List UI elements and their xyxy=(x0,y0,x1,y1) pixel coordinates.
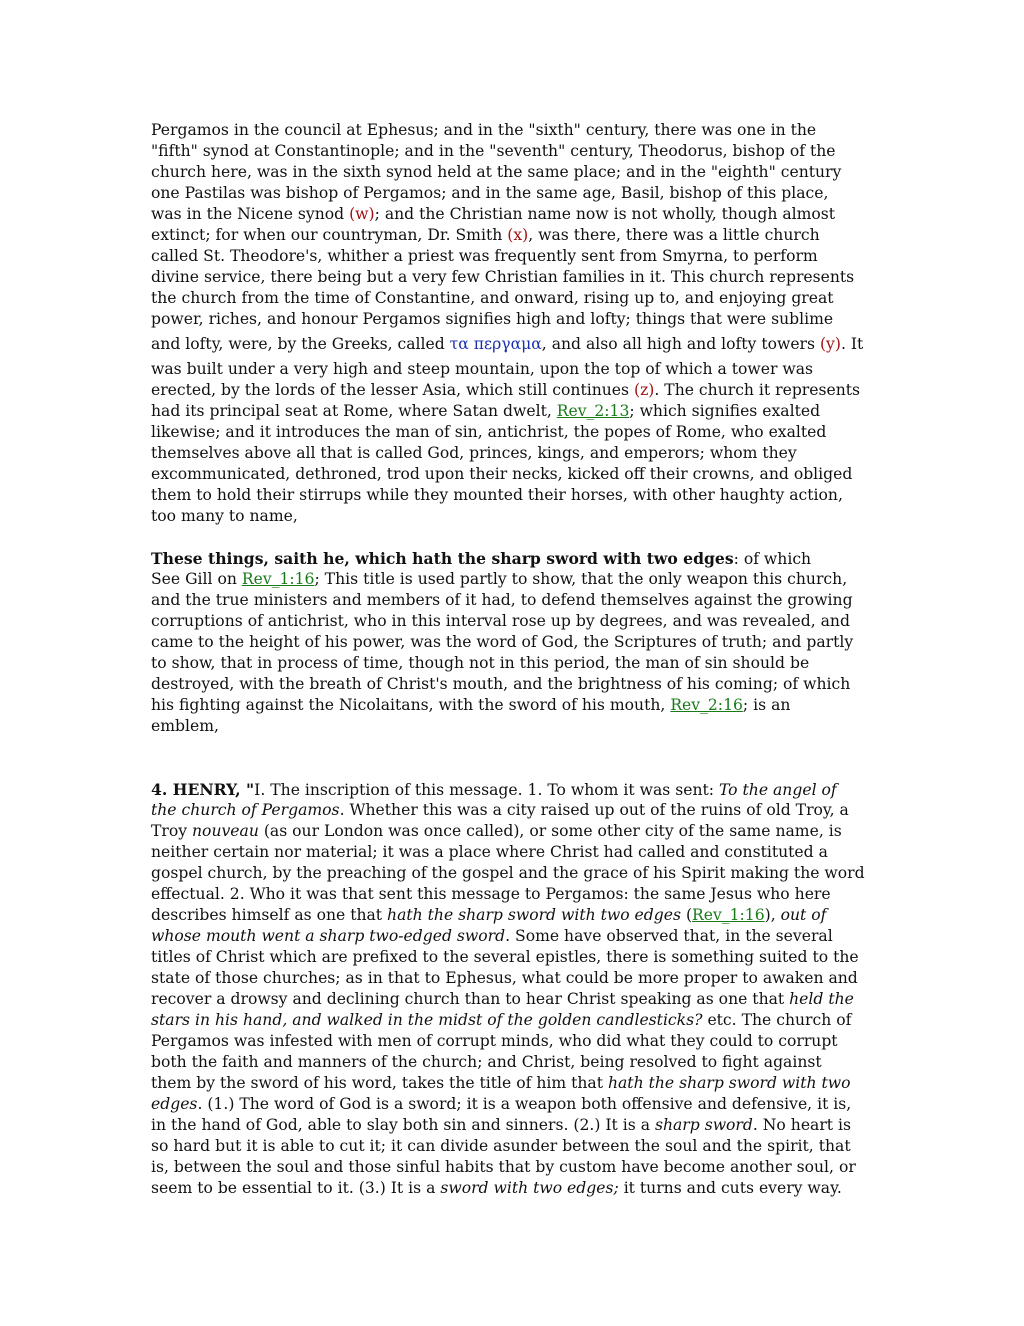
text-line: state of those churches; as in that to Ephesus, what could be more proper to awaken and xyxy=(151,969,858,987)
scripture-link-rev-1-16[interactable]: Rev_1:16 xyxy=(241,570,315,588)
text-line: gospel church, by the preaching of the gospel and the grace of his Spirit making the word xyxy=(151,864,865,882)
text-run: . (1.) The word of God is a sword; it is a weapon both offensive and defensive, it is, xyxy=(197,1095,852,1113)
text-run: . It xyxy=(840,335,864,353)
paragraph-pergamos-history xyxy=(151,120,873,527)
text-line: church here, was in the sixth synod held at the same place; and in the "eighth" century xyxy=(151,163,842,181)
text-run: extinct; for when our countryman, Dr. Smith xyxy=(151,226,508,244)
text-run: See Gill on xyxy=(151,570,242,588)
text-line xyxy=(151,800,873,821)
text-line: Pergamos was infested with men of corrupt minds, who did what they could to corrupt xyxy=(151,1032,838,1050)
text-run: ; is an xyxy=(742,696,791,714)
text-line xyxy=(151,569,873,590)
text-run: . No heart is xyxy=(752,1116,852,1134)
text-run: ; and the Christian name now is not wholly, though almost xyxy=(374,205,836,223)
text-run: describes himself as one that xyxy=(151,906,388,924)
footnote-ref-w[interactable]: (w) xyxy=(349,205,375,223)
text-line xyxy=(151,821,873,842)
text-line: to show, that in process of time, though not in this period, the man of sin should be xyxy=(151,654,810,672)
footnote-ref-y[interactable]: (y) xyxy=(819,335,841,353)
text-line: power, riches, and honour Pergamos signifies high and lofty; things that were sublime xyxy=(151,310,834,328)
text-line: neither certain nor material; it was a place where Christ had called and constituted a xyxy=(151,843,828,861)
text-run: was in the Nicene synod xyxy=(151,205,350,223)
text-line: titles of Christ which are prefixed to the several epistles, there is something suited to the xyxy=(151,948,859,966)
scripture-link-rev-1-16[interactable]: Rev_1:16 xyxy=(692,906,765,924)
text-run: . Some have observed that, in the several xyxy=(505,927,833,945)
italic-text: the church of Pergamos xyxy=(151,801,340,819)
text-line: them to hold their stirrups while they mounted their horses, with other haughty action, xyxy=(151,486,843,504)
text-run: (as our London was once called), or some other city of the same name, is xyxy=(258,822,842,840)
text-line xyxy=(151,1094,873,1115)
text-line xyxy=(151,905,873,926)
italic-text: sharp sword xyxy=(654,1116,753,1134)
italic-text: hath the sharp sword with two edges xyxy=(387,906,681,924)
text-run: etc. The church of xyxy=(702,1011,852,1029)
text-line xyxy=(151,380,873,401)
text-run: : of which xyxy=(733,550,812,568)
footnote-ref-x[interactable]: (x) xyxy=(507,226,529,244)
text-line: called St. Theodore's, whither a priest was frequently sent from Smyrna, to perform xyxy=(151,247,818,265)
scripture-link-rev-2-16[interactable]: Rev_2:16 xyxy=(670,696,743,714)
text-line: was built under a very high and steep mountain, upon the top of which a tower was xyxy=(151,360,814,378)
text-line: themselves above all that is called God, princes, kings, and emperors; whom they xyxy=(151,444,797,462)
text-run: his fighting against the Nicolaitans, with the sword of his mouth, xyxy=(151,696,671,714)
text-line xyxy=(151,1073,873,1094)
text-line xyxy=(151,330,873,359)
text-line: so hard but it is able to cut it; it can divide asunder between the soul and the spirit, that xyxy=(151,1137,851,1155)
text-line: likewise; and it introduces the man of sin, antichrist, the popes of Rome, who exalted xyxy=(151,423,827,441)
text-line xyxy=(151,204,873,225)
text-run: had its principal seat at Rome, where Satan dwelt, xyxy=(151,402,557,420)
italic-text: hath the sharp sword with two xyxy=(607,1074,851,1092)
text-line: the church from the time of Constantine, and onward, rising up to, and enjoying great xyxy=(151,289,834,307)
text-line xyxy=(151,779,873,800)
text-line xyxy=(151,1115,873,1136)
document-page xyxy=(151,120,873,1199)
text-run: I. The inscription of this message. 1. To whom it was sent: xyxy=(254,781,719,799)
italic-text: To the angel of xyxy=(718,781,837,799)
text-run: recover a drowsy and declining church than to hear Christ speaking as one that xyxy=(151,990,790,1008)
text-line: came to the height of his power, was the word of God, the Scriptures of truth; and partly xyxy=(151,633,854,651)
text-run: . Whether this was a city raised up out of the ruins of old Troy, a xyxy=(339,801,849,819)
greek-text: τα περγαμα xyxy=(449,335,542,353)
text-line xyxy=(151,225,873,246)
text-line: Pergamos in the council at Ephesus; and in the "sixth" century, there was one in the xyxy=(151,121,817,139)
text-run: it turns and cuts every way. xyxy=(618,1179,842,1197)
paragraph-henry-commentary xyxy=(151,779,873,1199)
text-run: seem to be essential to it. (3.) It is a xyxy=(151,1179,441,1197)
text-run: erected, by the lords of the lesser Asia, which still continues xyxy=(151,381,634,399)
text-run: ; which signifies exalted xyxy=(629,402,821,420)
italic-text: stars in his hand, and walked in the midst of the golden candlesticks? xyxy=(151,1011,703,1029)
text-line xyxy=(151,1010,873,1031)
italic-text: sword with two edges; xyxy=(440,1179,619,1197)
text-run: ; This title is used partly to show, that the only weapon this church, xyxy=(314,570,848,588)
text-run: Troy xyxy=(151,822,193,840)
text-run: ), xyxy=(764,906,781,924)
text-line: emblem, xyxy=(151,717,219,735)
italic-text: nouveau xyxy=(192,822,259,840)
text-line: divine service, there being but a very few Christian families in it. This church represents xyxy=(151,268,855,286)
text-line: and the true ministers and members of it had, to defend themselves against the growing xyxy=(151,591,853,609)
paragraph-sharp-sword xyxy=(151,548,873,737)
text-run: , was there, there was a little church xyxy=(528,226,820,244)
text-run: , and also all high and lofty towers xyxy=(541,335,820,353)
text-run: and lofty, were, by the Greeks, called xyxy=(151,335,450,353)
text-run: ( xyxy=(680,906,693,924)
text-run: them by the sword of his word, takes the title of him that xyxy=(151,1074,608,1092)
italic-text: edges xyxy=(151,1095,198,1113)
bold-heading-text: These things, saith he, which hath the sharp sword with two edges xyxy=(151,549,734,568)
italic-text: whose mouth went a sharp two-edged sword xyxy=(151,927,506,945)
text-line: corruptions of antichrist, who in this interval rose up by degrees, and was revealed, and xyxy=(151,612,850,630)
text-line xyxy=(151,695,873,716)
section-spacer xyxy=(151,737,873,779)
text-run: in the hand of God, able to slay both sin and sinners. (2.) It is a xyxy=(151,1116,655,1134)
paragraph-spacer xyxy=(151,527,873,548)
text-line xyxy=(151,926,873,947)
text-line: one Pastilas was bishop of Pergamos; and in the same age, Basil, bishop of this place, xyxy=(151,184,829,202)
text-line: too many to name, xyxy=(151,507,298,525)
bold-heading-text: 4. HENRY, " xyxy=(151,780,255,799)
italic-text: out of xyxy=(780,906,827,924)
text-line: destroyed, with the breath of Christ's mouth, and the brightness of his coming; of which xyxy=(151,675,851,693)
scripture-link-rev-2-13[interactable]: Rev_2:13 xyxy=(556,402,630,420)
text-line xyxy=(151,401,873,422)
text-line: both the faith and manners of the church; and Christ, being resolved to fight against xyxy=(151,1053,822,1071)
text-line: effectual. 2. Who it was that sent this message to Pergamos: the same Jesus who here xyxy=(151,885,831,903)
text-line: "fifth" synod at Constantinople; and in the "seventh" century, Theodorus, bishop of the xyxy=(151,142,836,160)
text-line xyxy=(151,1178,873,1199)
text-run: . The church it represents xyxy=(654,381,861,399)
text-line xyxy=(151,548,873,569)
footnote-ref-z[interactable]: (z) xyxy=(633,381,655,399)
text-line xyxy=(151,989,873,1010)
text-line: is, between the soul and those sinful habits that by custom have become another soul, or xyxy=(151,1158,856,1176)
text-line: excommunicated, dethroned, trod upon their necks, kicked off their crowns, and obliged xyxy=(151,465,853,483)
italic-text: held the xyxy=(789,990,854,1008)
